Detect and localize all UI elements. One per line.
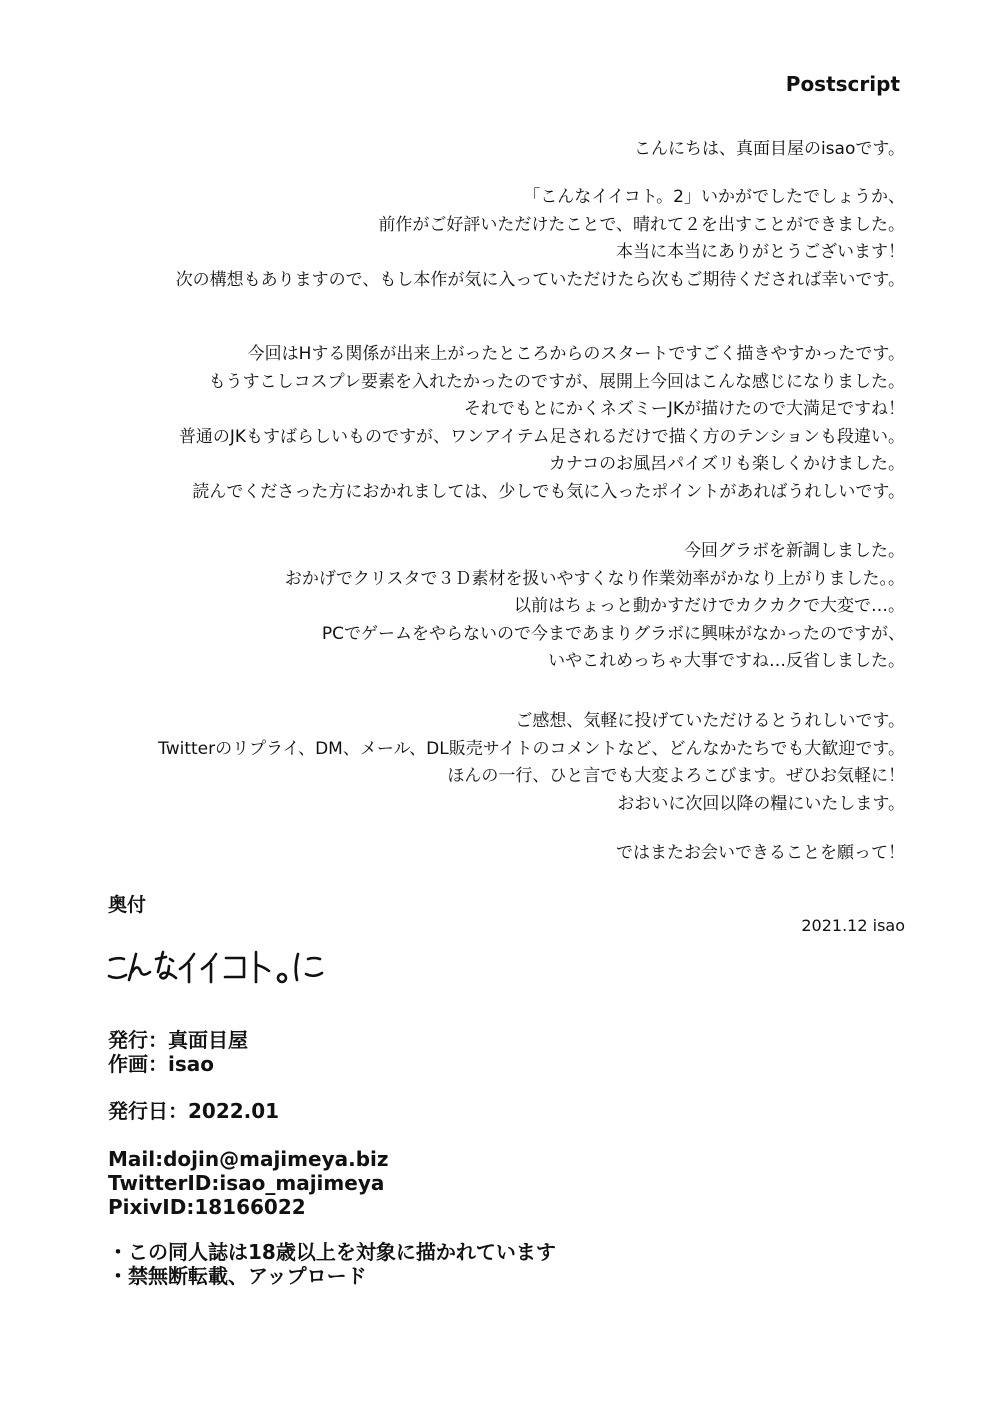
feedback-paragraph <box>25 708 905 818</box>
credit-line: PixivID:18166022 <box>108 1195 306 1219</box>
text-line: ほんの一行、ひと言でも大変よろこびます。ぜひお気軽に！ <box>447 766 905 786</box>
text-line: 前作がご好評いただけたことで、晴れて２を出すことができました。 <box>378 214 905 235</box>
text-line: 普通のJKもすばらしいものですが、ワンアイテム足されるだけで描く方のテンションも段違い。 <box>178 426 905 447</box>
text-line: PCでゲームをやらないので今まであまりグラボに興味がなかったのですが、 <box>321 623 905 644</box>
text-line: おおいに次回以降の糧にいたします。 <box>617 793 905 814</box>
credit-line: 発行：真面目屋 <box>108 1028 248 1052</box>
text-line: いやこれめっちゃ大事ですね…反省しました。 <box>548 651 905 671</box>
notice-line: ・この同人誌は18歳以上を対象に描かれています <box>108 1240 556 1264</box>
credit-line: Mail:dojin@majimeya.biz <box>108 1147 389 1171</box>
text-line: ご感想、気軽に投げていただけるとうれしいです。 <box>515 711 905 731</box>
notices <box>108 1240 556 1288</box>
text-line: 今回グラボを新調しました。 <box>684 541 905 561</box>
notice-line: ・禁無断転載、アップロード <box>108 1264 367 1288</box>
publisher-credits <box>108 1028 248 1076</box>
text-line: おかげでクリスタで３Ｄ素材を扱いやすくなり作業効率がかなり上がりました。。 <box>284 568 905 589</box>
text-line: こんにちは、真面目屋のisaoです。 <box>633 139 905 159</box>
text-line: カナコのお風呂パイズリも楽しくかけました。 <box>548 454 905 474</box>
story-comment-paragraph <box>25 341 905 506</box>
text-line: 本当に本当にありがとうございます！ <box>616 242 905 262</box>
text-line: 今回はHする関係が出来上がったところからのスタートですごく描きやすかったです。 <box>247 344 905 364</box>
credit-line: 作画：isao <box>108 1052 214 1076</box>
text-line: それでもとにかくネズミーJKが描けたので大満足ですね！ <box>463 399 905 419</box>
colophon-heading: 奥付 <box>108 894 147 916</box>
contact-info <box>108 1147 389 1219</box>
text-line: 次の構想もありますので、もし本作が気に入っていただけたら次もご期待くだされば幸いです。 <box>175 269 905 290</box>
credit-line: 発行日：2022.01 <box>108 1099 280 1123</box>
greeting-paragraph <box>25 136 905 164</box>
date-signature: 2021.12 isao <box>801 916 905 935</box>
thanks-paragraph <box>25 184 905 294</box>
gpu-comment-paragraph <box>25 538 905 676</box>
text-line: もうすこしコスプレ要素を入れたかったのですが、展開上今回はこんな感じになりました。 <box>208 371 905 392</box>
text-line: 以前はちょっと動かすだけでカクカクで大変で…。 <box>514 596 905 616</box>
publish-date <box>108 1099 279 1123</box>
text-line: ではまたお会いできることを願って！ <box>616 843 905 863</box>
credit-line: TwitterID:isao_majimeya <box>108 1171 385 1195</box>
closing-paragraph <box>25 840 905 868</box>
text-line: Twitterのリプライ、DM、メール、DL販売サイトのコメントなど、どんなかたちでも大歓迎です。 <box>158 738 905 759</box>
text-line: 読んでくださった方におかれましては、少しでも気に入ったポイントがあればうれしいです。 <box>192 481 905 502</box>
text-line: 「こんなイイコト。2」いかがでしたでしょうか、 <box>523 187 905 207</box>
page-title: Postscript <box>785 72 900 96</box>
handwritten-title-logo <box>106 942 346 990</box>
